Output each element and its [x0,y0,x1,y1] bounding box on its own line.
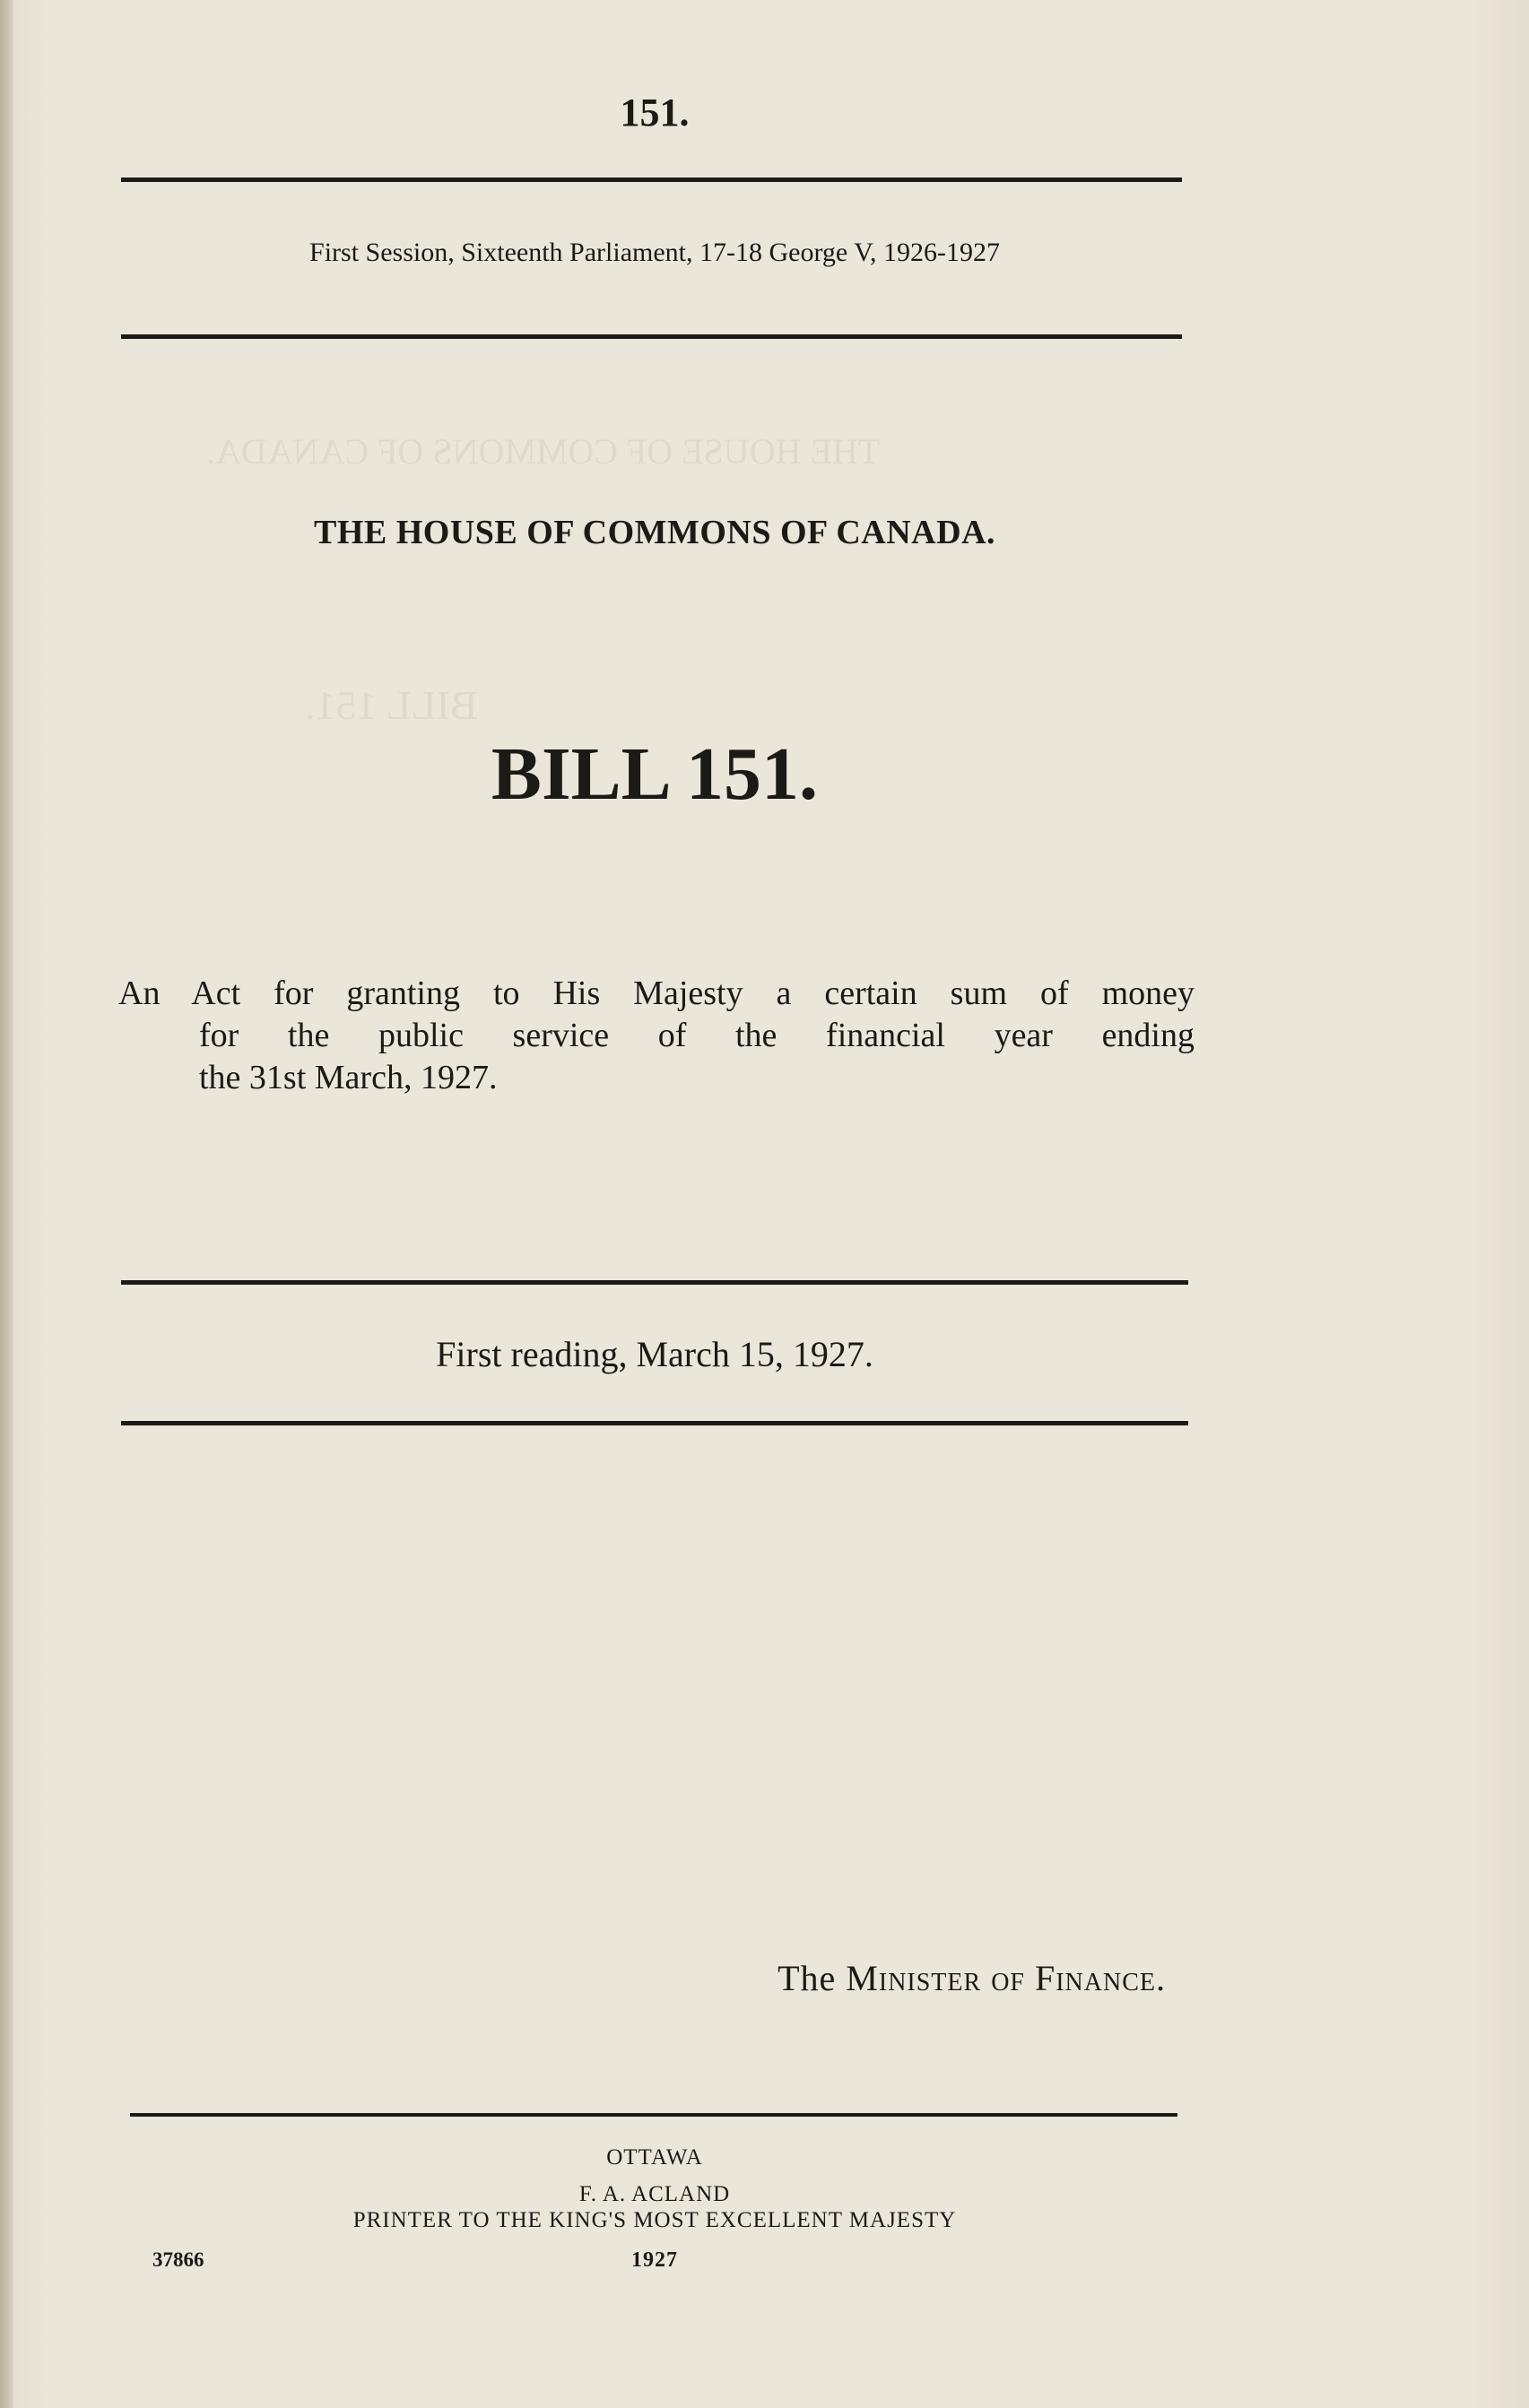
act-title-line: for the public service of the financial year ending [199,1017,1195,1054]
bill-title: BILL 151. [491,732,819,816]
sponsoring-minister [538,1957,1166,1999]
house-title: THE HOUSE OF COMMONS OF CANADA. [313,514,996,551]
horizontal-rule [121,178,1182,182]
bleed-through-text: THE HOUSE OF COMMONS OF CANADA. [206,431,881,472]
printer-name: F. A. ACLAND [578,2182,731,2206]
horizontal-rule [130,2113,1177,2117]
bill-number-header: 151. [620,91,690,134]
horizontal-rule [121,1280,1188,1285]
act-title-line: the 31st March, 1927. [199,1059,498,1096]
first-reading-date: First reading, March 15, 1927. [436,1334,873,1374]
bleed-through-text: BILL 151. [305,682,478,728]
minister-title: Minister of Finance. [846,1958,1166,1998]
imprint-year: 1927 [631,2248,678,2272]
horizontal-rule [121,1421,1188,1425]
catalog-number: 37866 [152,2248,204,2271]
act-title-line: An Act for granting to His Majesty a certain sum of money [118,974,1195,1012]
horizontal-rule [121,334,1182,339]
imprint-city: OTTAWA [606,2145,703,2170]
printer-title: PRINTER TO THE KING'S MOST EXCELLENT MAJESTY [352,2208,957,2232]
session-line: First Session, Sixteenth Parliament, 17-18 George V, 1926-1927 [309,238,1000,267]
minister-prefix: The [778,1958,837,1998]
act-title [118,973,1195,1099]
page-spine-shadow [0,0,13,2408]
